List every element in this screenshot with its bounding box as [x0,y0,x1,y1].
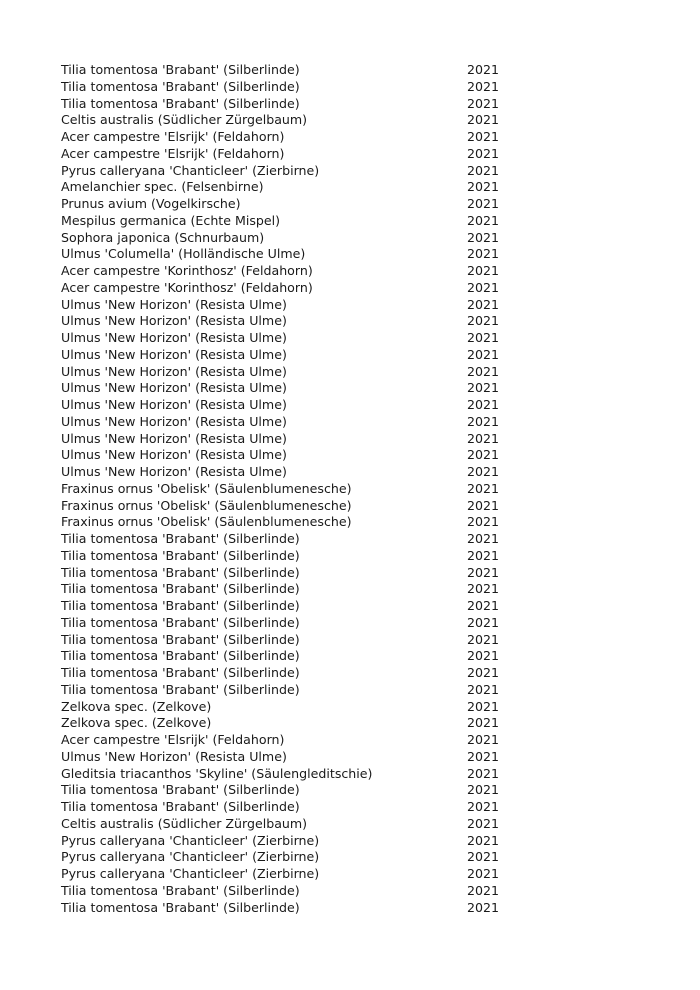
felling-year: 2021 [467,162,500,178]
tree-list-row [0,632,700,649]
felling-year: 2021 [467,296,500,312]
felling-year: 2021 [467,330,500,345]
felling-year: 2021 [467,196,500,211]
tree-list-row [0,749,700,766]
felling-year: 2021 [467,799,500,814]
tree-species-name: Ulmus 'New Horizon' (Resista Ulme) [61,464,287,479]
felling-year: 2021 [467,263,500,278]
tree-list-row [0,179,700,196]
felling-year: 2021 [467,698,500,714]
tree-species-name: Pyrus calleryana 'Chanticleer' (Zierbirne) [61,162,320,178]
tree-list-row [0,799,700,816]
tree-species-name: Tilia tomentosa 'Brabant' (Silberlinde) [61,531,300,546]
tree-list-row [0,297,700,314]
felling-year: 2021 [467,531,500,546]
tree-list-row [0,766,700,783]
tree-species-name: Ulmus 'New Horizon' (Resista Ulme) [61,447,287,463]
tree-list-row [0,816,700,833]
felling-year: 2021 [467,480,500,496]
felling-year: 2021 [467,346,500,362]
tree-species-name: Ulmus 'New Horizon' (Resista Ulme) [61,296,287,312]
felling-year: 2021 [467,732,500,747]
tree-list-row [0,280,700,297]
felling-year: 2021 [467,866,500,881]
tree-species-name: Tilia tomentosa 'Brabant' (Silberlinde) [61,547,300,563]
tree-species-name: Tilia tomentosa 'Brabant' (Silberlinde) [61,882,300,898]
tree-species-name: Tilia tomentosa 'Brabant' (Silberlinde) [61,648,300,664]
tree-species-name: Sophora japonica (Schnurbaum) [61,229,265,245]
felling-year: 2021 [467,129,500,144]
tree-species-name: Pyrus calleryana 'Chanticleer' (Zierbirne) [61,866,320,881]
tree-list-row [0,900,700,917]
felling-year: 2021 [467,782,500,798]
tree-species-name: Prunus avium (Vogelkirsche) [61,196,241,211]
tree-species-name: Tilia tomentosa 'Brabant' (Silberlinde) [61,631,300,647]
tree-list-row [0,581,700,598]
felling-year: 2021 [467,62,500,77]
tree-list-row [0,196,700,213]
felling-year: 2021 [467,179,500,195]
felling-year: 2021 [467,681,500,697]
tree-species-name: Tilia tomentosa 'Brabant' (Silberlinde) [61,581,300,597]
felling-year: 2021 [467,380,500,396]
felling-year: 2021 [467,363,500,379]
tree-species-name: Tilia tomentosa 'Brabant' (Silberlinde) [61,665,300,680]
tree-list-row [0,481,700,498]
tree-list-row [0,732,700,749]
tree-list-row [0,715,700,732]
tree-species-name: Acer campestre 'Korinthosz' (Feldahorn) [61,279,313,295]
tree-species-name: Pyrus calleryana 'Chanticleer' (Zierbirne) [61,832,320,848]
tree-species-name: Ulmus 'New Horizon' (Resista Ulme) [61,413,287,429]
tree-list-row [0,364,700,381]
tree-list-row [0,112,700,129]
felling-year: 2021 [467,849,500,865]
felling-year: 2021 [467,765,500,781]
tree-species-name: Acer campestre 'Korinthosz' (Feldahorn) [61,263,313,278]
felling-year: 2021 [467,882,500,898]
tree-list-row [0,146,700,163]
tree-species-name: Celtis australis (Südlicher Zürgelbaum) [61,112,308,128]
tree-species-name: Mespilus germanica (Echte Mispel) [61,212,281,228]
felling-year: 2021 [467,464,500,479]
tree-list-row [0,414,700,431]
tree-species-name: Tilia tomentosa 'Brabant' (Silberlinde) [61,62,300,77]
tree-list-row [0,447,700,464]
tree-list-row [0,330,700,347]
tree-list-row [0,213,700,230]
tree-list-row [0,464,700,481]
felling-year: 2021 [467,78,500,94]
tree-list-row [0,230,700,247]
tree-list-row [0,498,700,515]
tree-species-name: Fraxinus ornus 'Obelisk' (Säulenblumenesche) [61,480,352,496]
tree-species-name: Ulmus 'New Horizon' (Resista Ulme) [61,363,287,379]
tree-list-row [0,380,700,397]
felling-year: 2021 [467,899,500,915]
tree-species-name: Acer campestre 'Elsrijk' (Feldahorn) [61,129,285,144]
tree-list-row [0,531,700,548]
tree-species-name: Tilia tomentosa 'Brabant' (Silberlinde) [61,681,300,697]
tree-species-name: Acer campestre 'Elsrijk' (Feldahorn) [61,732,285,747]
tree-species-name: Ulmus 'Columella' (Holländische Ulme) [61,246,306,262]
felling-year: 2021 [467,229,500,245]
tree-list-row [0,62,700,79]
tree-species-name: Amelanchier spec. (Felsenbirne) [61,179,264,195]
felling-year: 2021 [467,547,500,563]
felling-year: 2021 [467,715,500,731]
tree-list-row [0,163,700,180]
tree-list-row [0,866,700,883]
tree-list-row [0,129,700,146]
tree-species-name: Ulmus 'New Horizon' (Resista Ulme) [61,330,287,345]
tree-list-row [0,313,700,330]
felling-year: 2021 [467,413,500,429]
felling-year: 2021 [467,313,500,329]
tree-list-row [0,615,700,632]
tree-list-row [0,883,700,900]
tree-species-name: Ulmus 'New Horizon' (Resista Ulme) [61,380,287,396]
tree-species-name: Ulmus 'New Horizon' (Resista Ulme) [61,313,287,329]
tree-species-name: Fraxinus ornus 'Obelisk' (Säulenblumenesche) [61,497,352,513]
felling-year: 2021 [467,246,500,262]
tree-list [0,62,700,916]
felling-year: 2021 [467,397,500,412]
tree-species-name: Ulmus 'New Horizon' (Resista Ulme) [61,346,287,362]
tree-list-row [0,246,700,263]
tree-species-name: Ulmus 'New Horizon' (Resista Ulme) [61,397,287,412]
felling-year: 2021 [467,748,500,764]
tree-list-row [0,431,700,448]
tree-species-name: Zelkova spec. (Zelkove) [61,698,212,714]
tree-species-name: Fraxinus ornus 'Obelisk' (Säulenblumenesche) [61,514,352,530]
tree-species-name: Ulmus 'New Horizon' (Resista Ulme) [61,748,287,764]
tree-list-row [0,648,700,665]
felling-year: 2021 [467,447,500,463]
felling-year: 2021 [467,279,500,295]
felling-year: 2021 [467,145,500,161]
tree-list-row [0,665,700,682]
felling-year: 2021 [467,832,500,848]
felling-year: 2021 [467,614,500,630]
tree-list-row [0,699,700,716]
tree-list-row [0,548,700,565]
felling-year: 2021 [467,631,500,647]
tree-species-name: Celtis australis (Südlicher Zürgelbaum) [61,815,308,831]
felling-year: 2021 [467,212,500,228]
felling-year: 2021 [467,598,500,613]
tree-list-row [0,682,700,699]
tree-list-row [0,347,700,364]
tree-species-name: Tilia tomentosa 'Brabant' (Silberlinde) [61,95,300,111]
tree-list-row [0,96,700,113]
tree-species-name: Acer campestre 'Elsrijk' (Feldahorn) [61,145,285,161]
tree-species-name: Pyrus calleryana 'Chanticleer' (Zierbirne) [61,849,320,865]
felling-year: 2021 [467,430,500,446]
felling-year: 2021 [467,112,500,128]
tree-list-row [0,514,700,531]
tree-species-name: Ulmus 'New Horizon' (Resista Ulme) [61,430,287,446]
felling-year: 2021 [467,497,500,513]
felling-year: 2021 [467,665,500,680]
tree-species-name: Tilia tomentosa 'Brabant' (Silberlinde) [61,899,300,915]
tree-species-name: Tilia tomentosa 'Brabant' (Silberlinde) [61,598,300,613]
tree-species-name: Tilia tomentosa 'Brabant' (Silberlinde) [61,614,300,630]
tree-list-row [0,565,700,582]
felling-year: 2021 [467,514,500,530]
tree-species-name: Tilia tomentosa 'Brabant' (Silberlinde) [61,78,300,94]
felling-year: 2021 [467,581,500,597]
tree-list-row [0,79,700,96]
tree-list-row [0,782,700,799]
tree-list-row [0,833,700,850]
tree-list-row [0,263,700,280]
felling-year: 2021 [467,815,500,831]
tree-list-row [0,849,700,866]
tree-species-name: Gleditsia triacanthos 'Skyline' (Säulengleditschie) [61,765,373,781]
tree-species-name: Tilia tomentosa 'Brabant' (Silberlinde) [61,799,300,814]
tree-list-row [0,397,700,414]
felling-year: 2021 [467,648,500,664]
tree-list-row [0,598,700,615]
felling-year: 2021 [467,564,500,580]
felling-year: 2021 [467,95,500,111]
tree-species-name: Tilia tomentosa 'Brabant' (Silberlinde) [61,782,300,798]
tree-species-name: Zelkova spec. (Zelkove) [61,715,212,731]
tree-species-name: Tilia tomentosa 'Brabant' (Silberlinde) [61,564,300,580]
